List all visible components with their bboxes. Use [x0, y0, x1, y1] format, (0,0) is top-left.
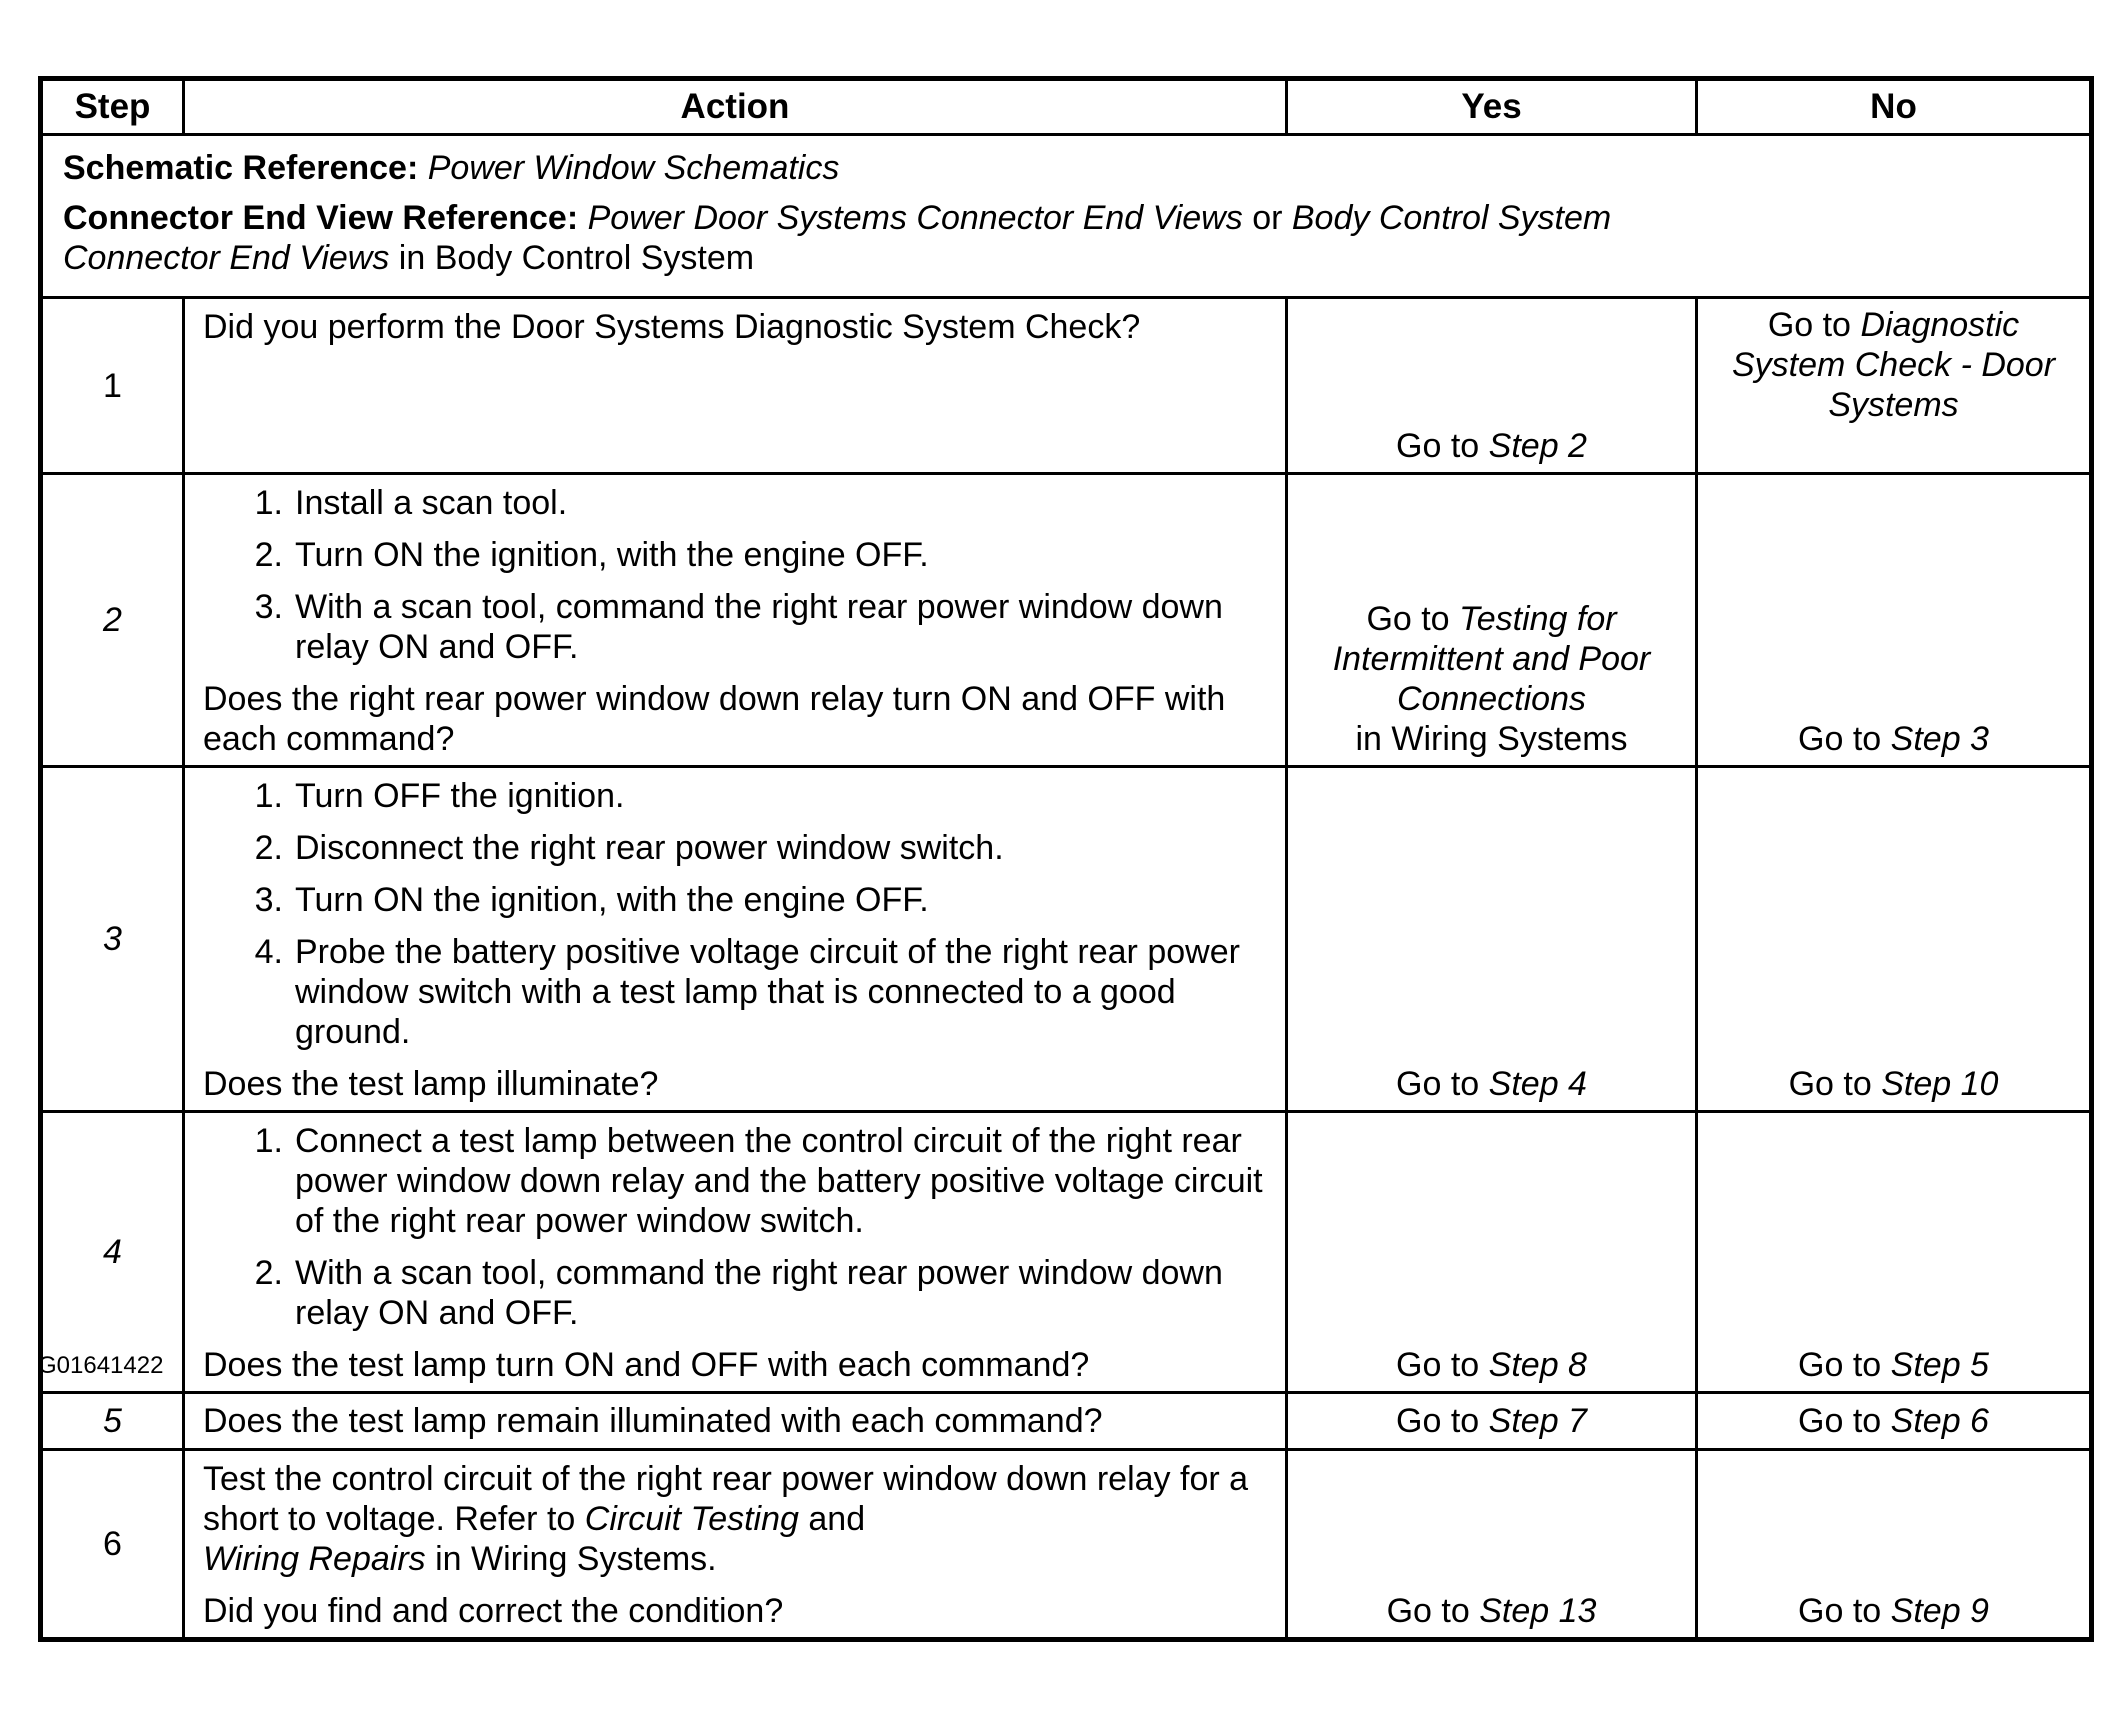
step-number: 3	[41, 767, 184, 1112]
list-item: 1. Connect a test lamp between the control circuit of the right rear power window down relay and the battery positive voltage circuit of the right rear power window switch.	[254, 1122, 1263, 1240]
no-cell	[1697, 767, 2092, 1112]
yes-link[interactable]: Step 4	[1488, 1065, 1587, 1103]
no-prefix: Go to	[1798, 1592, 1882, 1630]
table-row	[41, 474, 2092, 767]
yes-cell	[1287, 1450, 1697, 1640]
action-steps	[203, 776, 1267, 1052]
no-link[interactable]: Step 6	[1890, 1402, 1989, 1440]
yes-cell	[1287, 1112, 1697, 1393]
action-question: Did you find and correct the condition?	[203, 1592, 784, 1630]
no-link[interactable]: Diagnostic System Check - Door Systems	[1731, 306, 2056, 424]
yes-link[interactable]: Step 8	[1488, 1346, 1587, 1384]
header-no: No	[1697, 79, 2092, 135]
table-row	[41, 298, 2092, 474]
yes-cell	[1287, 474, 1697, 767]
action-cell	[184, 1450, 1287, 1640]
no-link[interactable]: Step 5	[1890, 1346, 1989, 1384]
yes-cell	[1287, 767, 1697, 1112]
action-question: Does the right rear power window down relay turn ON and OFF with each command?	[203, 680, 1226, 758]
yes-prefix: Go to	[1386, 1592, 1470, 1630]
step-number: 5	[41, 1393, 184, 1450]
action-instruction	[203, 1459, 1267, 1579]
no-cell	[1697, 1393, 2092, 1450]
no-prefix: Go to	[1788, 1065, 1872, 1103]
instruction-text: in Wiring Systems.	[435, 1540, 717, 1578]
yes-link[interactable]: Step 13	[1479, 1592, 1597, 1630]
wiring-repairs-link[interactable]: Wiring Repairs	[203, 1540, 426, 1578]
schematic-reference	[63, 148, 2069, 188]
action-cell	[184, 1112, 1287, 1393]
yes-prefix: Go to	[1396, 1402, 1480, 1440]
connector-reference-link-2[interactable]: Body Control System Connector End Views	[63, 199, 1612, 277]
action-question: Did you perform the Door Systems Diagnostic System Check?	[203, 308, 1141, 346]
header-row	[41, 79, 2092, 135]
yes-cell	[1287, 1393, 1697, 1450]
figure-id: G01641422	[38, 1352, 164, 1379]
reference-row	[41, 135, 2092, 298]
no-cell	[1697, 1112, 2092, 1393]
list-item: 3. With a scan tool, command the right rear power window down relay ON and OFF.	[254, 588, 1223, 666]
yes-prefix: Go to	[1366, 600, 1450, 638]
action-cell	[184, 1393, 1287, 1450]
list-item: 1. Turn OFF the ignition.	[254, 777, 625, 815]
connector-reference-link-1[interactable]: Power Door Systems Connector End Views	[587, 199, 1243, 237]
action-steps	[203, 483, 1267, 667]
yes-link[interactable]: Testing for Intermittent and Poor Connections	[1332, 600, 1651, 718]
action-question: Does the test lamp remain illuminated with each command?	[203, 1402, 1103, 1440]
no-prefix: Go to	[1798, 720, 1882, 758]
no-prefix: Go to	[1798, 1346, 1882, 1384]
diagnostic-table	[38, 76, 2094, 1642]
action-steps	[203, 1121, 1267, 1333]
table-row	[41, 1450, 2092, 1640]
connector-reference	[63, 198, 1763, 278]
step-number: 6	[41, 1450, 184, 1640]
instruction-text: and	[808, 1500, 866, 1538]
step-number: 2	[41, 474, 184, 767]
header-yes: Yes	[1287, 79, 1697, 135]
table-row	[41, 1393, 2092, 1450]
action-cell	[184, 767, 1287, 1112]
step-number: 4	[41, 1112, 184, 1393]
step-number: 1	[41, 298, 184, 474]
no-link[interactable]: Step 10	[1881, 1065, 1999, 1103]
list-item: 1. Install a scan tool.	[254, 484, 568, 522]
connector-reference-label: Connector End View Reference:	[63, 199, 579, 237]
action-cell	[184, 298, 1287, 474]
yes-suffix: in Wiring Systems	[1355, 720, 1628, 758]
list-item: 4. Probe the battery positive voltage circuit of the right rear power window switch with a test lamp that is connected to a good ground.	[254, 933, 1240, 1051]
no-cell	[1697, 298, 2092, 474]
yes-cell	[1287, 298, 1697, 474]
reference-cell	[41, 135, 2092, 298]
connector-reference-suffix: in Body Control System	[398, 239, 755, 277]
table-row	[41, 767, 2092, 1112]
schematic-reference-label: Schematic Reference:	[63, 149, 419, 187]
action-cell	[184, 474, 1287, 767]
no-prefix: Go to	[1767, 306, 1851, 344]
no-prefix: Go to	[1798, 1402, 1882, 1440]
no-cell	[1697, 474, 2092, 767]
instruction-text: Test the control circuit of the right rear power window down relay for a short to voltage. Refer to	[203, 1460, 1249, 1538]
connector-reference-or: or	[1252, 199, 1283, 237]
yes-link[interactable]: Step 2	[1488, 427, 1587, 465]
action-question: Does the test lamp turn ON and OFF with each command?	[203, 1346, 1090, 1384]
no-link[interactable]: Step 9	[1890, 1592, 1989, 1630]
yes-prefix: Go to	[1396, 1346, 1480, 1384]
circuit-testing-link[interactable]: Circuit Testing	[584, 1500, 799, 1538]
yes-link[interactable]: Step 7	[1488, 1402, 1587, 1440]
no-link[interactable]: Step 3	[1890, 720, 1989, 758]
list-item: 2. Turn ON the ignition, with the engine OFF.	[254, 536, 929, 574]
yes-prefix: Go to	[1396, 427, 1480, 465]
list-item: 2. Disconnect the right rear power window switch.	[254, 829, 1004, 867]
no-cell	[1697, 1450, 2092, 1640]
action-question: Does the test lamp illuminate?	[203, 1065, 659, 1103]
yes-prefix: Go to	[1396, 1065, 1480, 1103]
list-item: 2. With a scan tool, command the right rear power window down relay ON and OFF.	[254, 1254, 1223, 1332]
header-step: Step	[41, 79, 184, 135]
list-item: 3. Turn ON the ignition, with the engine OFF.	[254, 881, 929, 919]
header-action: Action	[184, 79, 1287, 135]
schematic-reference-link[interactable]: Power Window Schematics	[427, 149, 840, 187]
table-row	[41, 1112, 2092, 1393]
